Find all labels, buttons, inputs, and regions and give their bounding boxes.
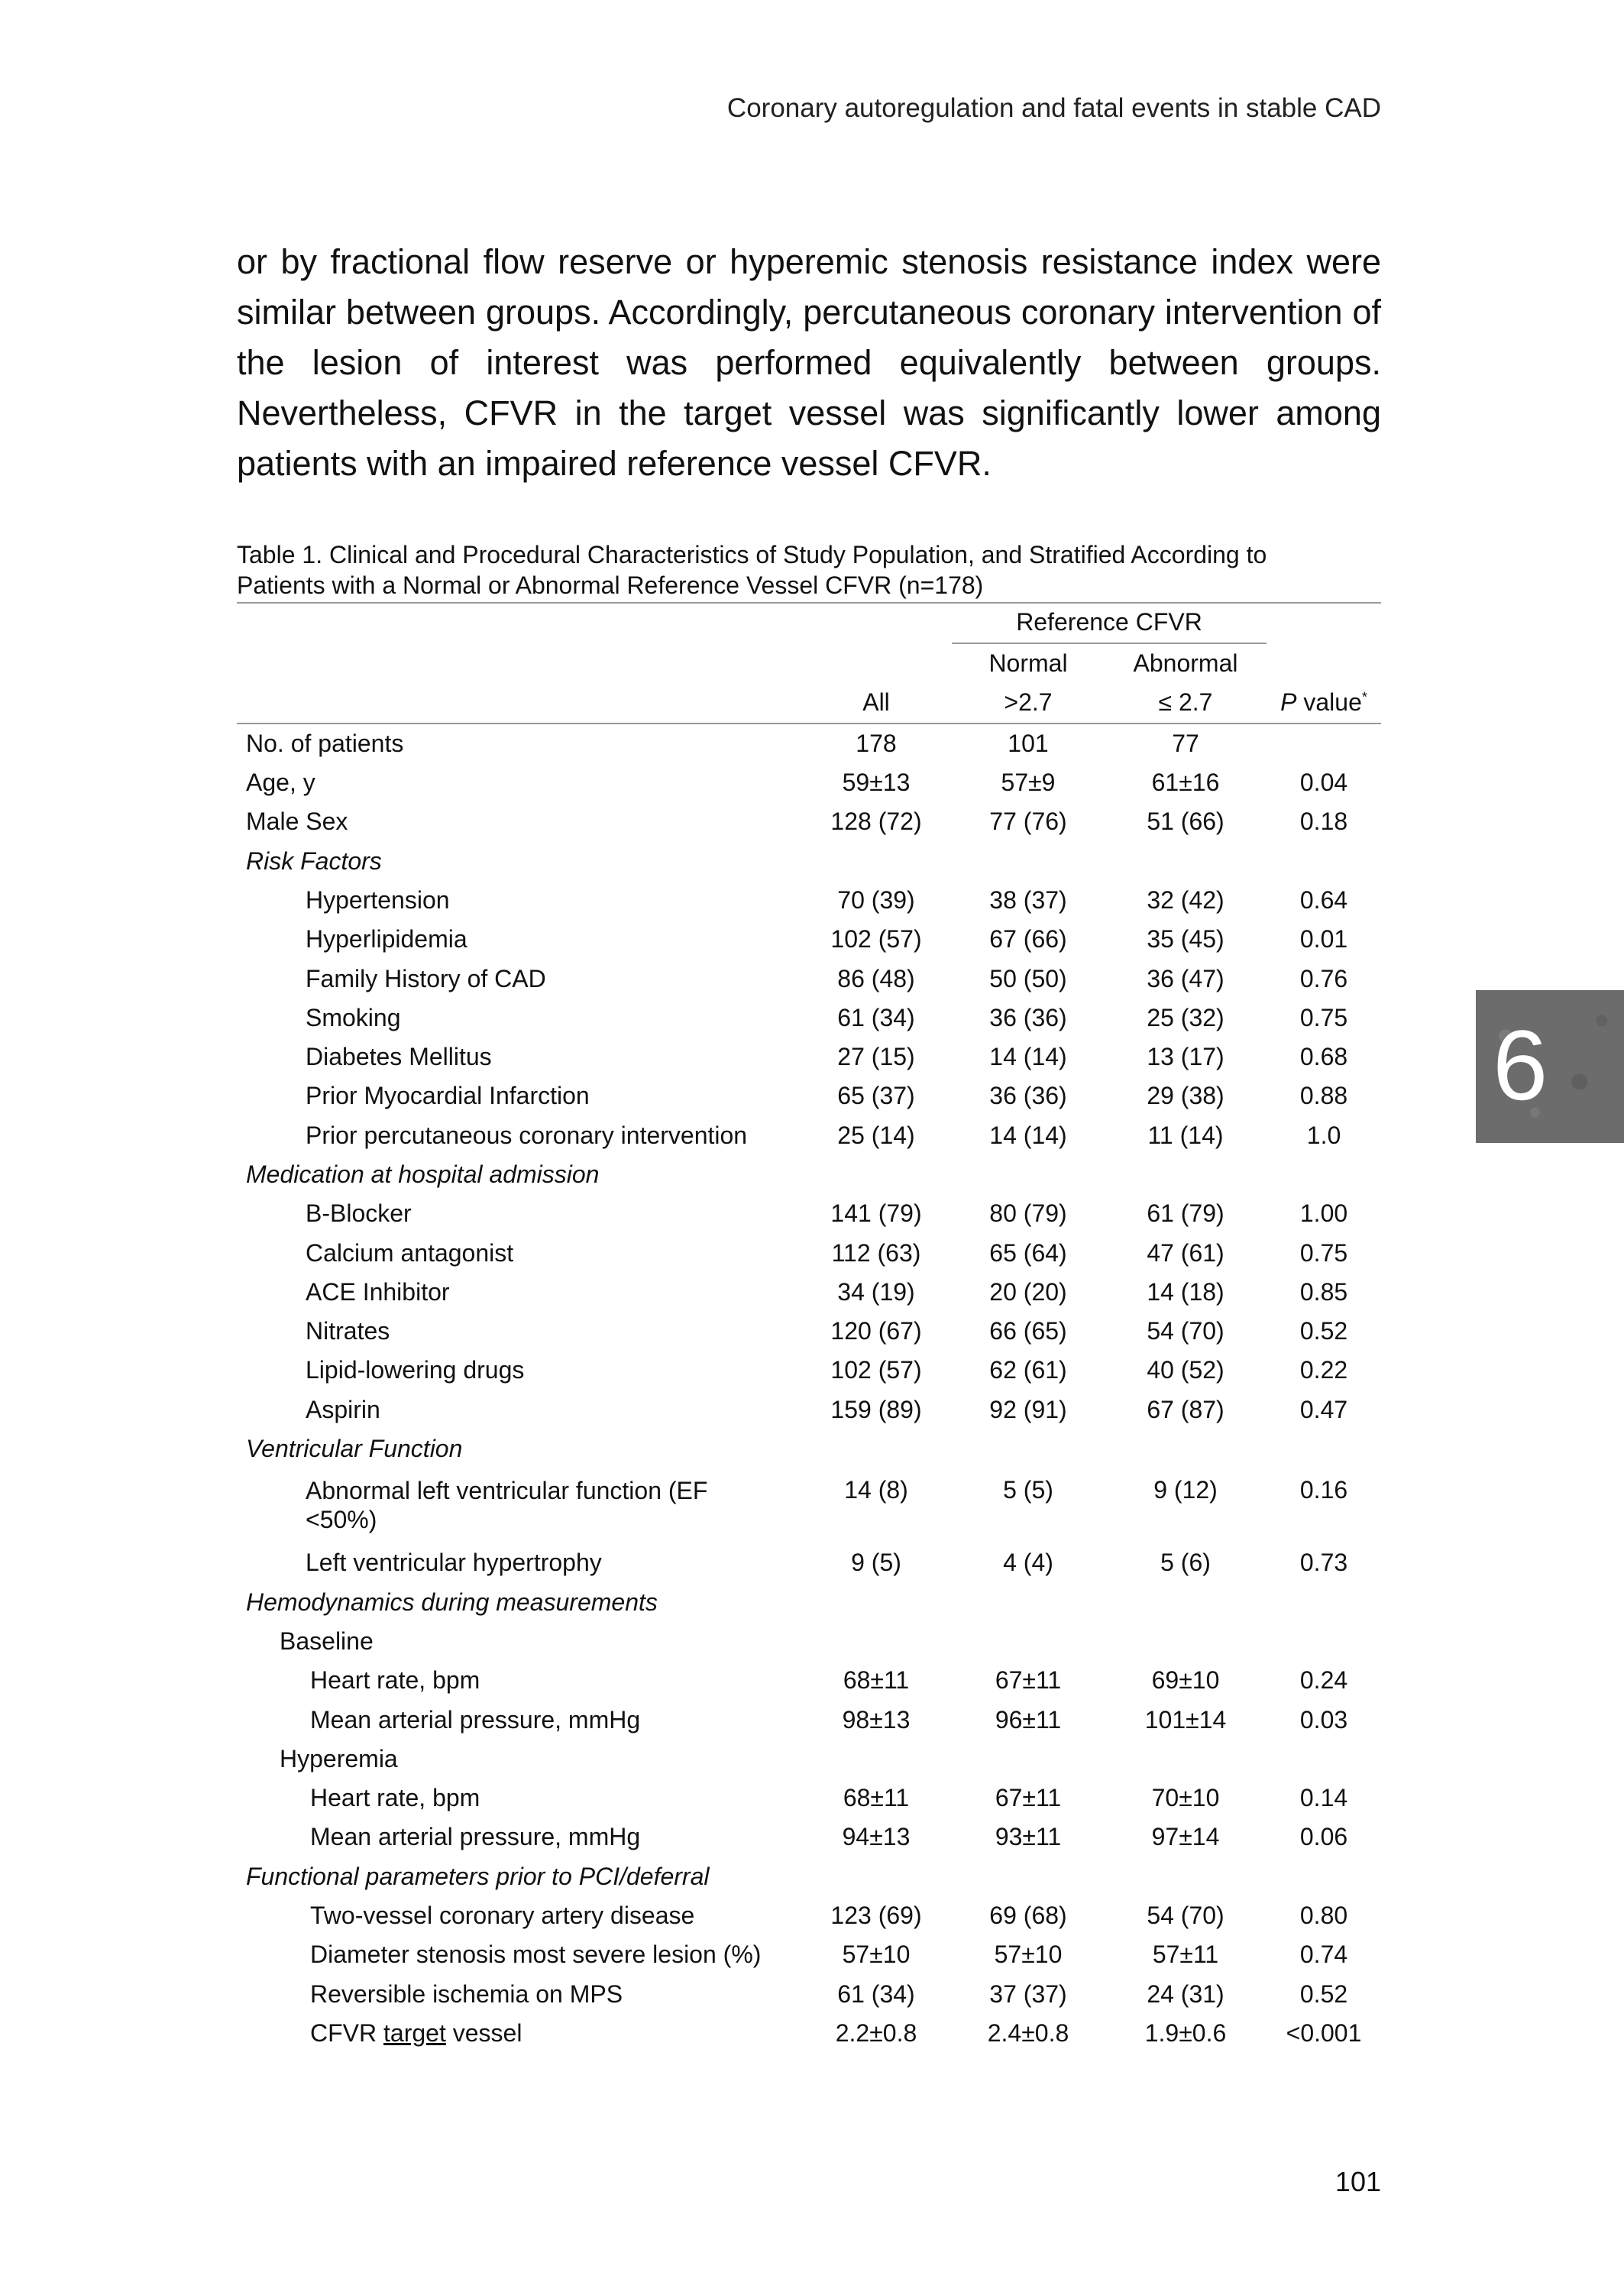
row-label: Diameter stenosis most severe lesion (%) [310,1941,762,1969]
table-row [237,1543,1381,1582]
table-row [237,920,1381,959]
row-label-underlined: target [383,2018,446,2047]
cell-normal: 67±11 [995,1666,1062,1695]
subsection-label: Baseline [280,1627,374,1655]
row-label: Aspirin [306,1395,380,1423]
row-label: Nitrates [306,1317,390,1345]
cell-p-value: 0.64 [1299,885,1348,914]
table-row [237,1468,1381,1543]
cell-abnormal: 69±10 [1151,1666,1220,1695]
cell-p-value: 0.22 [1299,1356,1348,1384]
table-row [237,1351,1381,1390]
cell-abnormal: 70±10 [1151,1784,1220,1812]
row-label: Abnormal left ventricular function (EF <50%) [306,1477,708,1534]
cell-normal: 20 (20) [989,1277,1067,1306]
cell-all: 68±11 [843,1784,910,1812]
table-row [237,1700,1381,1739]
column-normal-header: Normal [988,649,1068,678]
row-label: Diabetes Mellitus [306,1043,492,1071]
cell-normal: 80 (79) [989,1199,1067,1228]
cell-p-value: 0.06 [1299,1823,1348,1851]
row-label: Lipid-lowering drugs [306,1356,525,1384]
column-normal-threshold: >2.7 [952,683,1105,723]
cell-all: 65 (37) [837,1082,915,1110]
cell-abnormal: 25 (32) [1147,1003,1224,1031]
cell-abnormal: 101±14 [1144,1705,1227,1734]
header-row-group [237,603,1381,644]
cell-all: 25 (14) [837,1121,915,1149]
table-row [237,1076,1381,1115]
cell-abnormal: 77 [1172,729,1199,757]
section-label: Hemodynamics during measurements [246,1588,658,1616]
column-abnormal-threshold: ≤ 2.7 [1105,683,1267,723]
cell-p-value: <0.001 [1286,2018,1362,2047]
row-label: Mean arterial pressure, mmHg [310,1823,641,1851]
cell-p-value: 0.14 [1299,1784,1348,1812]
cell-p-value: 0.85 [1299,1277,1348,1306]
subsection-row [237,1740,1381,1779]
row-label: Heart rate, bpm [310,1666,480,1695]
cell-abnormal: 54 (70) [1147,1902,1224,1930]
table-caption-line-1: Table 1. Clinical and Procedural Characteristics of Study Population, and Stratified According to [237,541,1267,568]
cell-abnormal: 11 (14) [1147,1121,1224,1149]
cell-all: 86 (48) [837,964,915,992]
cell-p-value: 0.03 [1299,1705,1348,1734]
cell-normal: 67 (66) [989,925,1067,953]
cell-p-value: 0.76 [1299,964,1348,992]
cell-all: 14 (8) [844,1476,908,1504]
cell-p-value: 0.74 [1299,1941,1348,1969]
cell-abnormal: 67 (87) [1147,1395,1224,1423]
cell-normal: 62 (61) [989,1356,1067,1384]
cell-abnormal: 13 (17) [1147,1043,1224,1071]
cell-normal: 38 (37) [989,885,1067,914]
row-label: Smoking [306,1003,401,1031]
row-label-suffix: vessel [445,2018,522,2047]
section-label: Ventricular Function [246,1435,463,1463]
table-row [237,999,1381,1038]
cell-p-value: 0.18 [1299,808,1348,836]
cell-all: 2.2±0.8 [835,2018,917,2047]
cell-abnormal: 35 (45) [1147,925,1224,953]
characteristics-table [237,602,1381,2053]
cell-normal: 36 (36) [989,1082,1067,1110]
table-row [237,1312,1381,1351]
cell-normal: 50 (50) [989,964,1067,992]
header-row-thresholds [237,683,1381,723]
cell-abnormal: 9 (12) [1153,1476,1218,1504]
cell-normal: 37 (37) [989,1980,1067,2008]
section-label: Risk Factors [246,847,382,875]
row-label: No. of patients [246,729,404,757]
cell-p-value: 0.88 [1299,1082,1348,1110]
section-row [237,841,1381,880]
row-label: Prior percutaneous coronary intervention [306,1121,748,1149]
cell-normal: 66 (65) [989,1317,1067,1345]
p-footnote-mark: * [1361,689,1367,705]
cell-abnormal: 51 (66) [1147,808,1224,836]
row-label: Hyperlipidemia [306,925,467,953]
table-caption [237,539,1381,601]
cell-p-value: 1.0 [1306,1121,1341,1149]
cell-p-value: 0.04 [1299,769,1348,797]
row-label: Hypertension [306,885,450,914]
cell-abnormal: 1.9±0.6 [1144,2018,1227,2047]
cell-normal: 69 (68) [989,1902,1067,1930]
cell-p-value: 0.52 [1299,1980,1348,2008]
table-row [237,959,1381,998]
cell-abnormal: 14 (18) [1147,1277,1224,1306]
cell-all: 68±11 [843,1666,910,1695]
row-label: Calcium antagonist [306,1238,514,1267]
cell-p-value: 0.73 [1299,1549,1348,1577]
cell-normal: 14 (14) [989,1043,1067,1071]
cell-all: 120 (67) [830,1317,922,1345]
table-row [237,1194,1381,1233]
cell-abnormal: 29 (38) [1147,1082,1224,1110]
cell-all: 34 (19) [837,1277,915,1306]
cell-all: 178 [856,729,897,757]
column-abnormal-header: Abnormal [1133,649,1238,678]
column-all-header: All [801,683,952,723]
subsection-row [237,1622,1381,1661]
table-caption-line-2: Patients with a Normal or Abnormal Reference Vessel CFVR (n=178) [237,571,984,599]
cell-all: 98±13 [842,1705,911,1734]
cell-p-value: 1.00 [1299,1199,1348,1228]
cell-normal: 77 (76) [989,808,1067,836]
chapter-tab [1476,990,1624,1143]
running-header: Coronary autoregulation and fatal events in stable CAD [726,93,1381,123]
cell-all: 112 (63) [831,1238,921,1267]
cell-normal: 96±11 [995,1705,1062,1734]
row-label: Family History of CAD [306,964,546,992]
cell-all: 123 (69) [830,1902,922,1930]
cell-abnormal: 97±14 [1151,1823,1220,1851]
cell-all: 94±13 [842,1823,911,1851]
cell-normal: 92 (91) [989,1395,1067,1423]
cell-all: 102 (57) [830,1356,922,1384]
cell-all: 141 (79) [830,1199,922,1228]
table-row [237,1233,1381,1272]
cell-p-value: 0.16 [1299,1476,1348,1504]
cell-all: 159 (89) [830,1395,922,1423]
section-row [237,1155,1381,1194]
p-letter: P [1280,688,1297,717]
cell-abnormal: 57±11 [1152,1941,1219,1969]
table-row [237,724,1381,763]
cell-normal: 36 (36) [989,1003,1067,1031]
row-label: Left ventricular hypertrophy [306,1549,602,1577]
row-label-prefix: CFVR [310,2018,383,2047]
table-row [237,1896,1381,1935]
row-label: Male Sex [246,808,348,836]
table-row [237,1975,1381,2014]
cell-normal: 93±11 [995,1823,1062,1851]
cell-normal: 67±11 [995,1784,1062,1812]
cell-all: 59±13 [842,769,911,797]
table-row [237,1818,1381,1857]
cell-normal: 101 [1008,729,1049,757]
header-row-groups [237,644,1381,683]
reference-cfvr-label: Reference CFVR [952,608,1267,644]
cell-normal: 57±9 [1001,769,1056,797]
subsection-label: Hyperemia [280,1744,398,1772]
cell-normal: 14 (14) [989,1121,1067,1149]
cell-all: 128 (72) [830,808,922,836]
cell-p-value: 0.68 [1299,1043,1348,1071]
table-row [237,802,1381,841]
cell-all: 61 (34) [837,1003,915,1031]
cell-normal: 2.4±0.8 [987,2018,1069,2047]
row-label: Age, y [246,769,315,797]
row-label: ACE Inhibitor [306,1277,450,1306]
row-label [237,2014,801,2053]
cell-abnormal: 47 (61) [1147,1238,1224,1267]
cell-abnormal: 24 (31) [1147,1980,1224,2008]
cell-all: 70 (39) [837,885,915,914]
cell-p-value: 0.01 [1299,925,1348,953]
cell-normal: 57±10 [994,1941,1063,1969]
cell-abnormal: 32 (42) [1147,885,1224,914]
cell-p-value: 0.75 [1299,1238,1348,1267]
cell-abnormal: 36 (47) [1147,964,1224,992]
table-row [237,1116,1381,1155]
cell-all: 57±10 [842,1941,911,1969]
chapter-number: 6 [1493,1009,1548,1121]
stats-table [237,602,1381,2053]
cell-normal: 5 (5) [1003,1476,1053,1504]
cell-abnormal: 5 (6) [1160,1549,1211,1577]
page-number: 101 [1334,2166,1381,2197]
row-label: Mean arterial pressure, mmHg [310,1705,641,1734]
cell-p-value [1267,724,1381,763]
cell-abnormal: 61±16 [1151,769,1220,797]
cell-p-value: 0.52 [1299,1317,1348,1345]
cell-abnormal: 61 (79) [1147,1199,1224,1228]
section-label: Medication at hospital admission [246,1161,600,1188]
table-row [237,1038,1381,1076]
table-row [237,881,1381,920]
section-row [237,1429,1381,1468]
table-row [237,1779,1381,1818]
table-row [237,1273,1381,1312]
row-label: B-Blocker [306,1199,412,1228]
body-paragraph: or by fractional flow reserve or hyperemic stenosis resistance index were similar between groups. Accordingly, percutaneous coronary intervention of the lesion of interest was performed equivalently between groups. Nevertheless, CFVR in the target vessel was significantly lower among patients with an impaired reference vessel CFVR. [237,242,1381,483]
section-row [237,1583,1381,1622]
cell-p-value: 0.47 [1299,1395,1348,1423]
cell-all: 27 (15) [837,1043,915,1071]
cell-normal: 65 (64) [989,1238,1067,1267]
cell-p-value: 0.24 [1299,1666,1348,1695]
cell-all: 9 (5) [851,1549,901,1577]
cell-p-value: 0.75 [1299,1003,1348,1031]
table-row [237,1390,1381,1429]
table-row [237,1935,1381,1974]
cell-all: 61 (34) [837,1980,915,2008]
table-row [237,763,1381,802]
p-value-suffix: value [1296,688,1362,717]
cell-abnormal: 54 (70) [1147,1317,1224,1345]
section-row [237,1857,1381,1896]
column-p-value-header [1267,683,1381,723]
row-label: Two-vessel coronary artery disease [310,1902,695,1930]
cell-p-value: 0.80 [1299,1902,1348,1930]
row-label: Reversible ischemia on MPS [310,1980,623,2008]
table-row [237,1661,1381,1700]
cell-all: 102 (57) [830,925,922,953]
row-label: Prior Myocardial Infarction [306,1082,590,1110]
section-label: Functional parameters prior to PCI/deferral [246,1862,710,1890]
table-row [237,2014,1381,2053]
row-label: Heart rate, bpm [310,1784,480,1812]
cell-normal: 4 (4) [1003,1549,1053,1577]
reference-cfvr-header [952,603,1267,644]
cell-abnormal: 40 (52) [1147,1356,1224,1384]
